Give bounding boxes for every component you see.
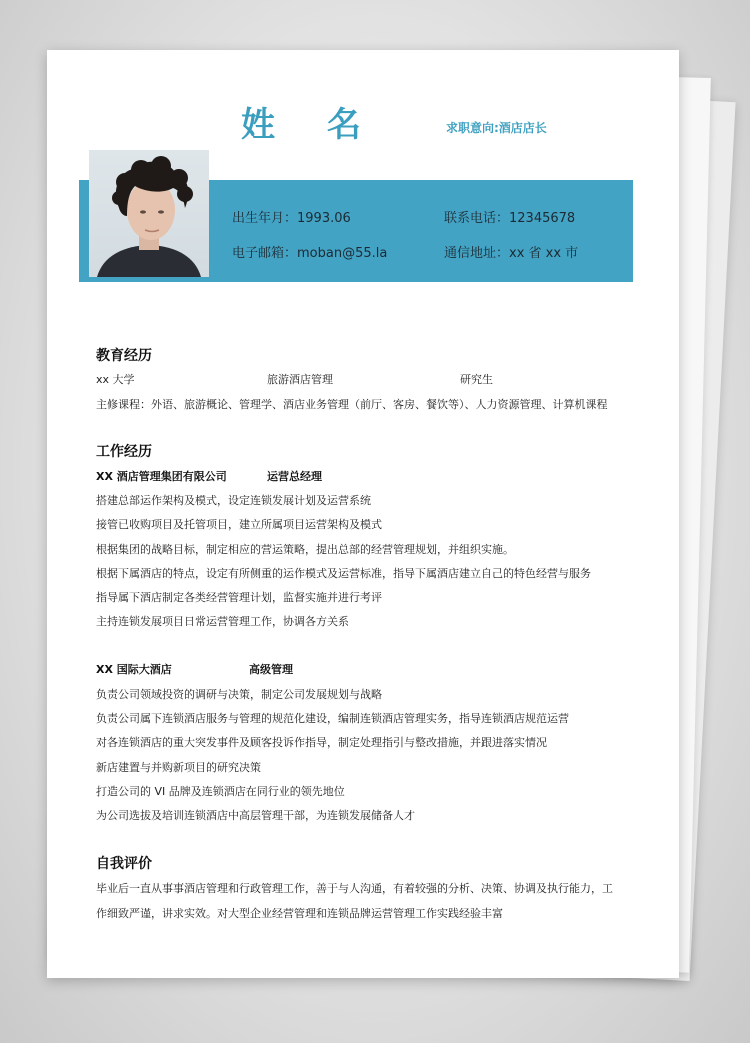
email: 电子邮箱：moban@55.la xyxy=(232,246,388,261)
address: 通信地址：xx 省 xx 市 xyxy=(444,246,579,261)
job-2-duty: 打造公司的 VI 品牌及连锁酒店在同行业的领先地位 xyxy=(96,785,345,798)
education-major: 旅游酒店管理 xyxy=(267,373,333,386)
job-2-duty: 新店建置与并购新项目的研究决策 xyxy=(96,761,261,774)
self-eval-line: 毕业后一直从事事酒店管理和行政管理工作，善于与人沟通，有着较强的分析、决策、协调及执行能力，工 xyxy=(96,882,613,895)
job-1-duty: 主持连锁发展项目日常运营管理工作，协调各方关系 xyxy=(96,615,349,628)
education-degree: 研究生 xyxy=(460,373,493,386)
work-title: 工作经历 xyxy=(96,444,152,460)
job-2-duty: 负责公司领域投资的调研与决策，制定公司发展规划与战略 xyxy=(96,688,382,701)
job-1-duty: 搭建总部运作架构及模式，设定连锁发展计划及运营系统 xyxy=(96,494,371,507)
job-1-duty: 指导属下酒店制定各类经营管理计划，监督实施并进行考评 xyxy=(96,591,382,604)
education-courses: 主修课程：外语、旅游概论、管理学、酒店业务管理（前厅、客房、餐饮等）、人力资源管理、计算机课程 xyxy=(96,398,608,411)
job-1-position: 运营总经理 xyxy=(267,470,322,483)
self-eval-title: 自我评价 xyxy=(96,856,152,872)
phone: 联系电话：12345678 xyxy=(444,211,576,226)
birth-date: 出生年月：1993.06 xyxy=(232,211,351,226)
job-intent: 求职意向:酒店店长 xyxy=(446,121,547,135)
job-2-duty: 负责公司属下连锁酒店服务与管理的规范化建设，编制连锁酒店管理实务，指导连锁酒店规范运营 xyxy=(96,712,569,725)
job-1-duty: 根据下属酒店的特点，设定有所侧重的运作模式及运营标准，指导下属酒店建立自己的特色经营与服务 xyxy=(96,567,591,580)
self-eval-line: 作细致严谨，讲求实效。对大型企业经营管理和连锁品牌运营管理工作实践经验丰富 xyxy=(96,907,503,920)
job-2-company: XX 国际大酒店 xyxy=(96,663,172,676)
job-1-duty: 根据集团的战略目标，制定相应的营运策略，提出总部的经营管理规划，并组织实施。 xyxy=(96,543,514,556)
job-2-duty: 对各连锁酒店的重大突发事件及顾客投诉作指导，制定处理指引与整改措施，并跟进落实情况 xyxy=(96,736,547,749)
profile-photo xyxy=(89,150,209,277)
job-2-position: 高级管理 xyxy=(249,663,293,676)
job-2-duty: 为公司选拔及培训连锁酒店中高层管理干部，为连锁发展储备人才 xyxy=(96,809,415,822)
candidate-name: 姓 名 xyxy=(241,105,381,145)
job-1-duty: 接管已收购项目及托管项目，建立所属项目运营架构及模式 xyxy=(96,518,382,531)
education-school: xx 大学 xyxy=(96,373,135,386)
education-title: 教育经历 xyxy=(96,348,152,364)
job-1-company: XX 酒店管理集团有限公司 xyxy=(96,470,227,483)
